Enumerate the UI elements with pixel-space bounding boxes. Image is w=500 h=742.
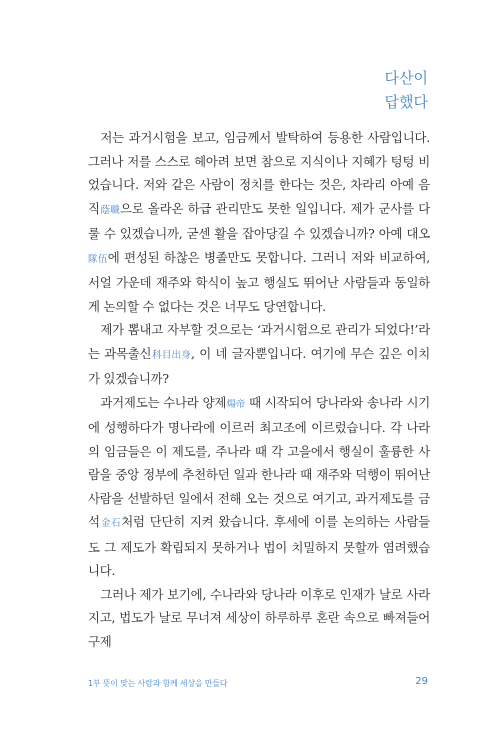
- section-title-line-2: 답했다: [384, 93, 428, 111]
- paragraph-text: 에 편성된 하찮은 병졸만도 못합니다. 그러니 저와 비교하여, 서얼 가운데 재주와 학식이 높고 행실도 뛰어난 사람들과 동일하게 논의할 수 없다는 것은 너무도 당연합니다.: [88, 249, 430, 314]
- paragraph-text: 처럼 단단히 지켜 왔습니다. 후세에 이를 논의하는 사람들도 그 제도가 확립되지 못하거나 법이 치밀하지 못할까 염려했습니다.: [88, 514, 430, 578]
- paragraph-text: 과거제도는 수나라 양제: [100, 394, 227, 410]
- body-paragraph: [88, 391, 430, 583]
- running-footer-title: 1부 뜻이 맞는 사람과 함께 세상을 만들다: [88, 679, 228, 688]
- paragraph-text: 으로 올라온 하급 관리만도 못한 일입니다. 제가 군사를 다룰 수 있겠습니까, 굳센 활을 잡아당길 수 있겠습니까? 아예 대오: [88, 200, 430, 241]
- section-title-line-1: 다산이: [384, 69, 428, 87]
- body-text: [88, 126, 430, 653]
- hanja-annotation: 金石: [99, 518, 122, 529]
- body-paragraph: [88, 126, 430, 318]
- hanja-annotation: 煬帝: [226, 398, 246, 410]
- section-title: [385, 66, 428, 114]
- paragraph-text: 때 시작되어 당나라와 송나라 시기에 성행하다가 명나라에 이르러 최고조에 이르렀습니다. 각 나라의 임금들은 이 제도를, 주나라 때 각 고을에서 행실이 훌륭한 사람을 중앙 정부에 추천하던 일과 한나라 때 재주와 덕행이 뛰어난 사람을 선발하던 일에서 전해 오는 것으로 여기고, 과거제도를 금석: [88, 394, 430, 529]
- paragraph-text: 제가 뽐내고 자부할 것으로는 ‘과거시험으로 관리가 되었다!’라는 과목출신: [88, 322, 430, 361]
- page-number: 29: [415, 676, 428, 687]
- body-paragraph: [88, 583, 430, 654]
- hanja-annotation: 科目出身: [151, 349, 192, 361]
- paragraph-text: 그러나 제가 보기에, 수나라와 당나라 이후로 인재가 날로 사라지고, 법도가 날로 무너져 세상이 하루하루 혼란 속으로 빠져들어 구제: [88, 586, 430, 649]
- paragraph-text: , 이 네 글자뿐입니다. 여기에 무슨 깊은 이치가 있겠습니까?: [88, 345, 430, 386]
- hanja-annotation: 隊伍: [88, 253, 108, 265]
- body-paragraph: [88, 318, 430, 391]
- paragraph-text: 저는 과거시험을 보고, 임금께서 발탁하여 등용한 사람입니다. 그러나 저를 스스로 헤아려 보면 참으로 지식이나 지혜가 텅텅 비었습니다. 저와 같은 사람이 정치를 한다는 것은, 차라리 아예 음직: [88, 130, 430, 216]
- hanja-annotation: 蔭職: [99, 204, 120, 216]
